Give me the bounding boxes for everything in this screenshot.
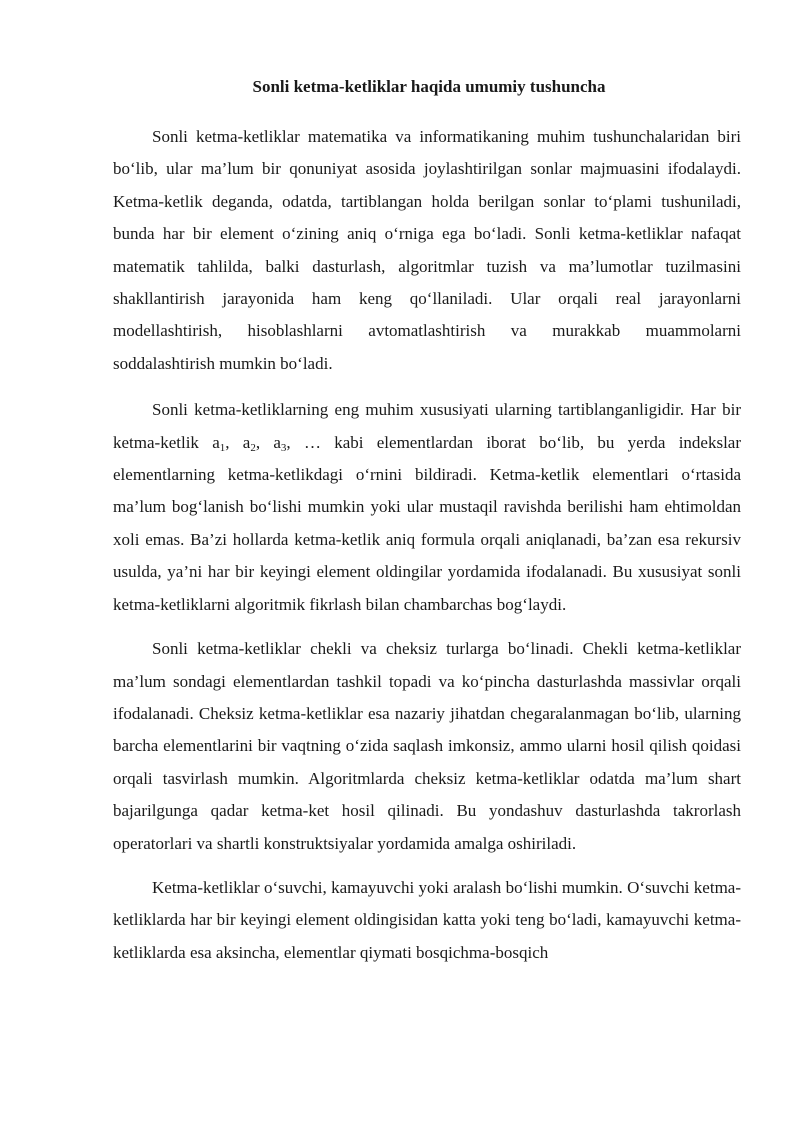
paragraph-2-text-before: Sonli ketma-ketliklarning eng muhim xususiyati ularning tartiblanganligidir. Har bir ketma-ketlik xyxy=(113,400,741,452)
paragraph-3: Sonli ketma-ketliklar chekli va cheksiz turlarga bo‘linadi. Chekli ketma-ketliklar ma’lum sondagi elementlardan tashkil topadi va ko‘pincha dasturlashda massivlar orqali ifodalanadi. Cheksiz ketma-ketliklar esa nazariy jihatdan chegaralanmagan bo‘lib, ularning barcha elementlarini bir vaqtning o‘zida saqlash imkonsiz, ammo ularni hosil qilish qoidasi orqali tasvirlash mumkin. Algoritmlarda cheksiz ketma-ketliklar odatda ma’lum shart bajarilgunga qadar ketma-ket hosil qilinadi. Bu yondashuv dasturlashda takrorlash operatorlari va shartli konstruktsiyalar yordamida amalga oshiriladi. xyxy=(113,639,741,853)
paragraph-2: Sonli ketma-ketliklarning eng muhim xususiyati ularning tartiblanganligidir. Har bir ketma-ketlik $a_1$, $a_2$, $a_3$, … kabi elementlardan iborat bo‘lib, bu yerda indekslar elementlarning ketma-ketlikdagi o‘rnini bildiradi. Ketma-ketlik elementlari o‘rtasida ma’lum bog‘lanish bo‘lishi mumkin yoki ular mustaqil ravishda berilishi ham ehtimoldan xoli emas. Ba’zi hollarda ketma-ketlik aniq formula orqali aniqlanadi, ba’zan esa rekursiv usulda, ya’ni har bir keyingi element oldingilar yordamida ifodalanadi. Bu xususiyat sonli ketma-ketliklarni algoritmik fikrlash bilan chambarchas bog‘laydi. xyxy=(113,400,742,614)
document-title: Sonli ketma-ketliklar haqida umumiy tushuncha xyxy=(252,77,606,96)
paragraph-2-text-after: kabi elementlardan iborat bo‘lib, bu yerda indekslar elementlarning ketma-ketlikdagi o‘rnini bildiradi. Ketma-ketlik elementlari o‘rtasida ma’lum bog‘lanish bo‘lishi mumkin yoki ular mustaqil ravishda berilishi ham ehtimoldan xoli emas. Ba’zi hollarda ketma-ketlik aniq formula orqali aniqlanadi, ba’zan esa rekursiv usulda, ya’ni har bir keyingi element oldingilar yordamida ifodalanadi. Bu xususiyat sonli ketma-ketliklarni algoritmik fikrlash bilan chambarchas bog‘laydi. xyxy=(113,432,742,614)
document-body xyxy=(113,121,741,969)
sequence-term-a1: $a_1$ xyxy=(212,432,226,454)
paragraph-1: Sonli ketma-ketliklar matematika va informatikaning muhim tushunchalaridan biri bo‘lib, ular ma’lum bir qonuniyat asosida joylashtirilgan sonlar majmuasini ifodalaydi. Ketma-ketlik deganda, odatda, tartiblangan holda berilgan sonlar to‘plami tushuniladi, bunda har bir element o‘zining aniq o‘rniga ega bo‘ladi. Sonli ketma-ketliklar nafaqat matematik tahlilda, balki dasturlash, algoritmlar tuzish va ma’lumotlar tuzilmasini shakllantirish jarayonida ham keng qo‘llaniladi. Ular orqali real jarayonlarni modellashtirish, hisoblashlarni avtomatlashtirish va murakkab muammolarni soddalashtirish mumkin bo‘ladi. xyxy=(113,127,741,373)
sequence-term-a2: $a_2$ xyxy=(242,432,256,454)
paragraph-4: Ketma-ketliklar o‘suvchi, kamayuvchi yoki aralash bo‘lishi mumkin. O‘suvchi ketma-ketliklarda har bir keyingi element oldingisidan katta yoki teng bo‘ladi, kamayuvchi ketma-ketliklarda esa aksincha, elementlar qiymati bosqichma-bosqich xyxy=(113,877,741,962)
sequence-term-a3: $a_3$ xyxy=(273,432,287,454)
sequence-ellipsis: … xyxy=(303,432,321,452)
